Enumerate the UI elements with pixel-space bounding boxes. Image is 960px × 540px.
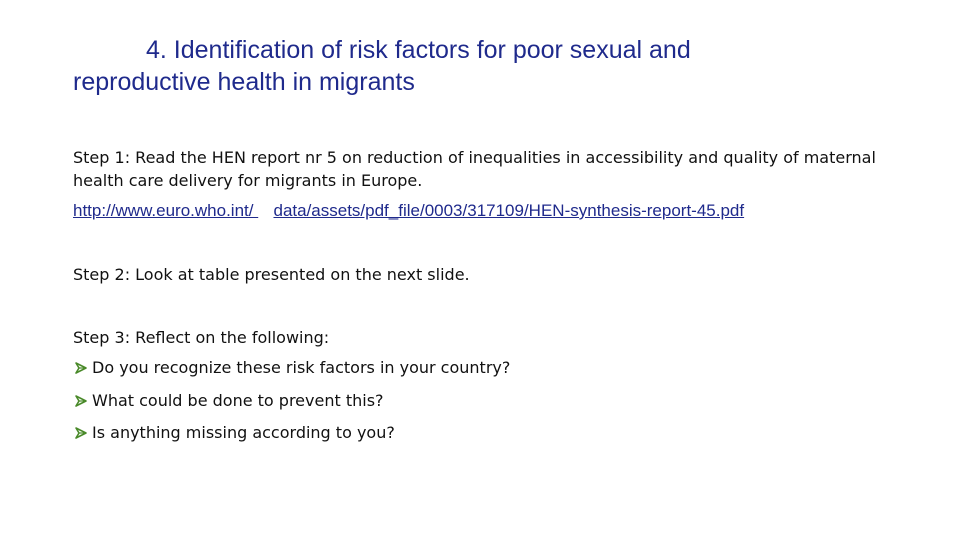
bullet-item-1-text: Do you recognize these risk factors in your country? xyxy=(92,358,511,377)
bullet-item-2 xyxy=(74,391,384,410)
bullet-item-2-text: What could be done to prevent this? xyxy=(92,391,384,410)
report-link-part-1[interactable]: http://www.euro.who.int/ xyxy=(73,201,254,220)
arrow-bullet-icon xyxy=(74,425,90,441)
step-3-text: Step 3: Reflect on the following: xyxy=(73,328,330,347)
report-link-anchor[interactable] xyxy=(73,201,744,220)
step-1-text: Step 1: Read the HEN report nr 5 on reduction of inequalities in accessibility and quality of maternal health care delivery for migrants in Europe. xyxy=(73,148,876,190)
arrow-bullet-icon xyxy=(74,360,90,376)
bullet-item-3-text: Is anything missing according to you? xyxy=(92,423,395,442)
arrow-bullet-icon xyxy=(74,393,90,409)
bullet-item-3 xyxy=(74,423,395,442)
title-line-1-text: 4. Identification of risk factors for poor sexual and xyxy=(146,36,691,64)
slide-title xyxy=(73,34,873,98)
report-link-gap xyxy=(253,199,273,222)
step-2-text: Step 2: Look at table presented on the next slide. xyxy=(73,265,470,284)
title-line-2: reproductive health in migrants xyxy=(73,68,415,96)
report-link-part-2[interactable]: data/assets/pdf_file/0003/317109/HEN-synthesis-report-45.pdf xyxy=(273,201,745,220)
bullet-item-1 xyxy=(74,358,510,377)
title-line-1 xyxy=(73,34,873,66)
report-link[interactable] xyxy=(73,199,903,222)
